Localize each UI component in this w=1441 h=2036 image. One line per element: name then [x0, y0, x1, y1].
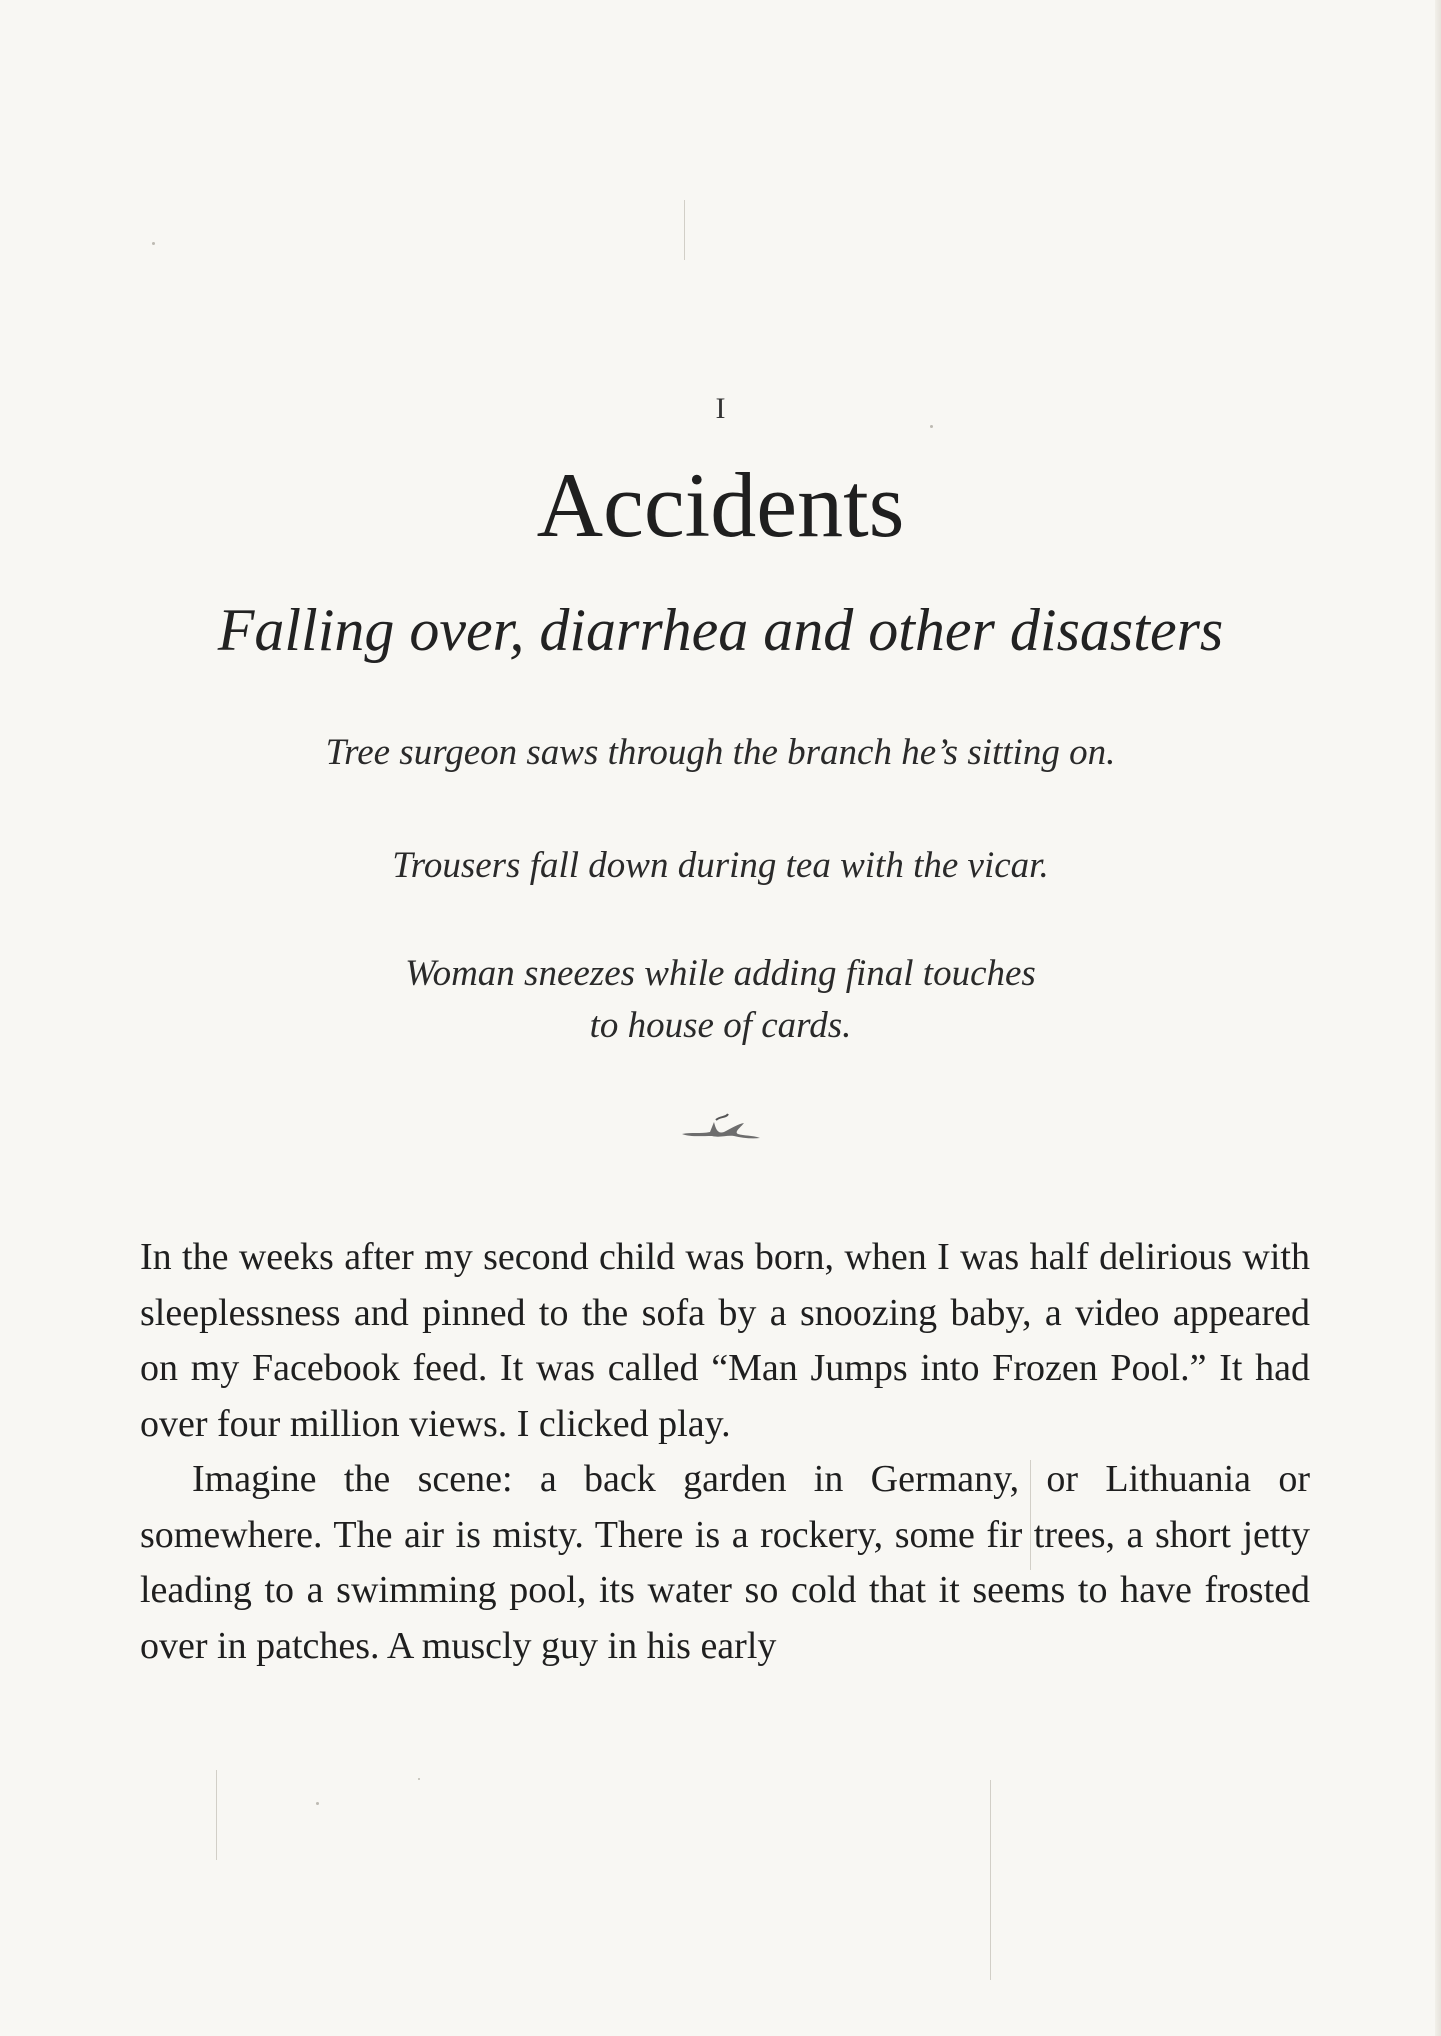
paragraph: Imagine the scene: a back garden in Germany, or Lithuania or somewhere. The air is misty. There is a rockery, some fir trees, a short jetty leading to a swimming pool, its water so cold that it seems to have frosted over in patches. A muscly guy in his early — [140, 1458, 1310, 1667]
chapter-number: I — [715, 392, 726, 425]
epigraph-line: Woman sneezes while adding final touches — [405, 953, 1036, 994]
leaf-flourish-icon — [680, 1108, 770, 1148]
scan-scratch — [990, 1780, 991, 1980]
chapter-subtitle: Falling over, diarrhea and other disasters — [217, 597, 1224, 663]
scan-scratch — [684, 200, 685, 260]
epigraph-block — [0, 948, 1441, 1052]
paragraph: In the weeks after my second child was born, when I was half delirious with sleeplessness and pinned to the sofa by a snoozing baby, a video appeared on my Facebook feed. It was called “Man Jumps into Frozen Pool.” It had over four million views. I clicked play. — [140, 1236, 1310, 1445]
epigraph-line: Tree surgeon saws through the branch he’s sitting on. — [325, 732, 1116, 773]
scan-speck — [418, 1778, 420, 1780]
chapter-title: Accidents — [536, 454, 905, 556]
scan-scratch — [216, 1770, 217, 1860]
scan-speck — [152, 242, 155, 245]
epigraph-line: to house of cards. — [589, 1005, 852, 1046]
scan-speck — [316, 1802, 319, 1805]
body-text — [140, 1230, 1310, 1674]
epigraph-line: Trousers fall down during tea with the vicar. — [392, 845, 1049, 886]
